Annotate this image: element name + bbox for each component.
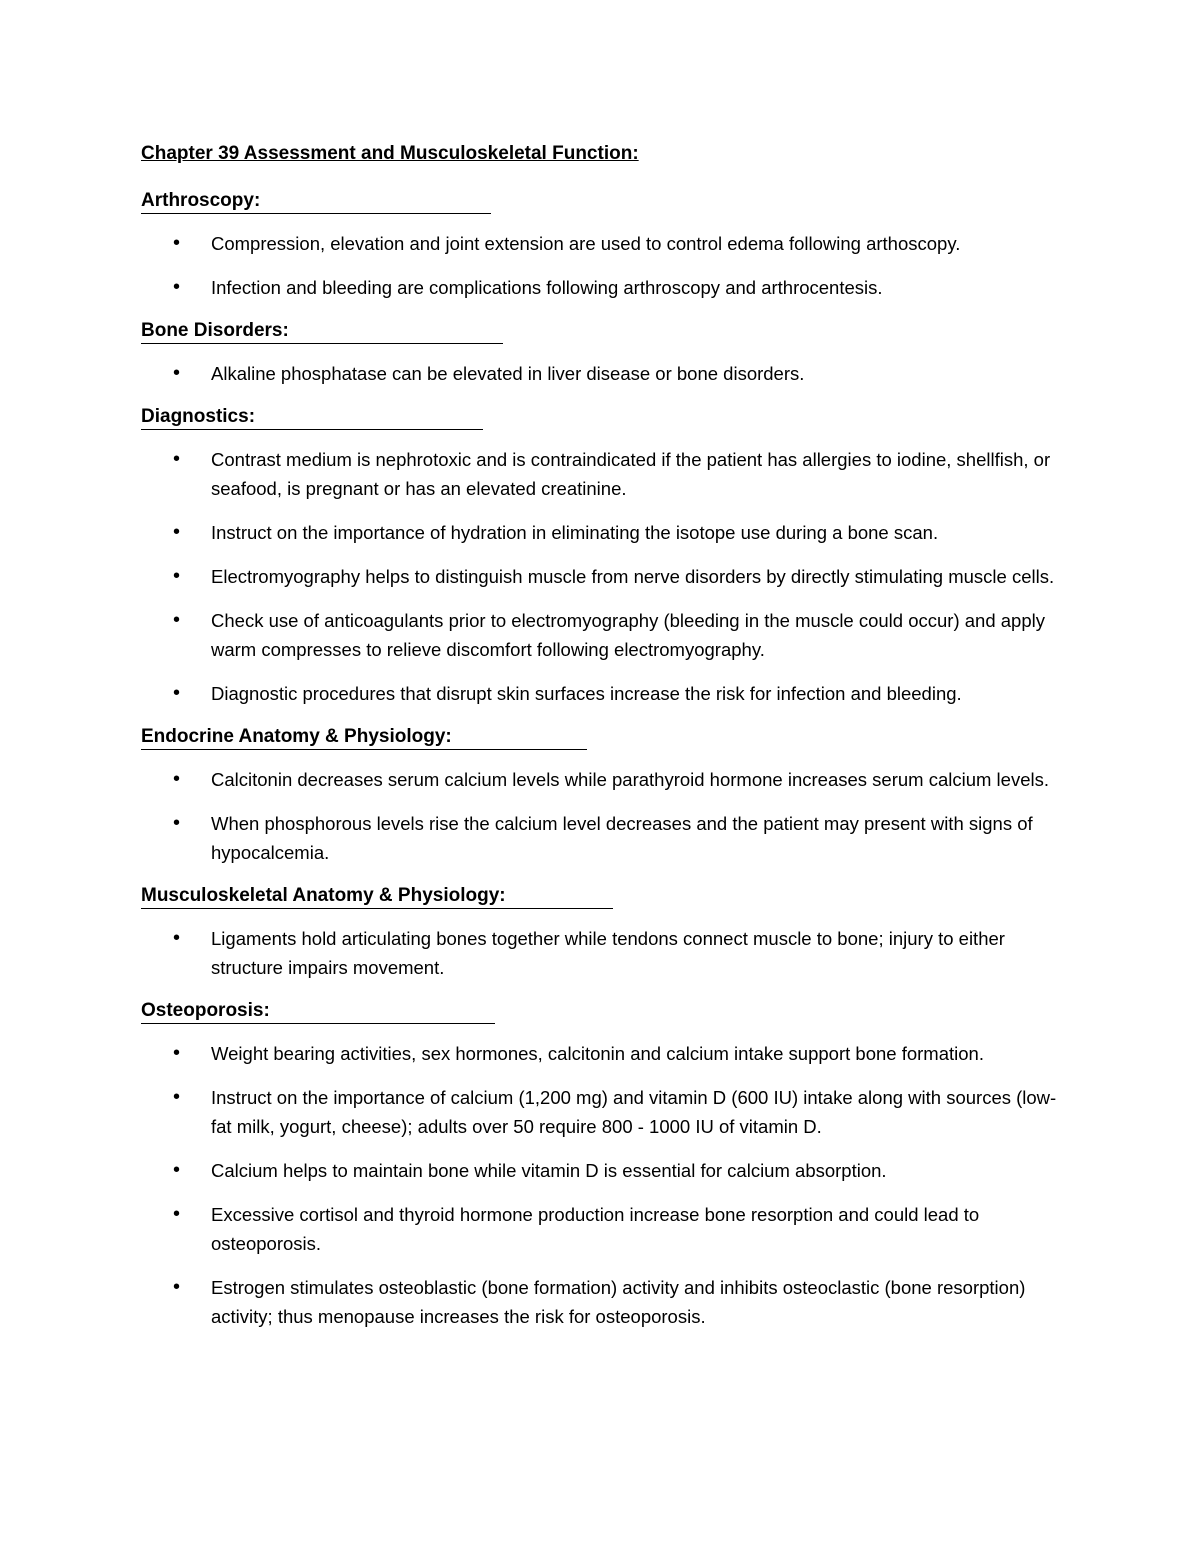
list-item: • Ligaments hold articulating bones together while tendons connect muscle to bone; injury to either structure impairs movement. [141, 924, 1060, 982]
section-endocrine-anatomy-physiology [141, 723, 1060, 867]
bullet-list [141, 445, 1060, 708]
list-item: • Compression, elevation and joint extension are used to control edema following arthoscopy. [141, 229, 1060, 258]
section-heading-text: Diagnostics: [141, 406, 483, 430]
section-heading [141, 723, 1060, 751]
section-diagnostics [141, 403, 1060, 708]
section-heading-text: Bone Disorders: [141, 320, 503, 344]
bullet-list [141, 359, 1060, 388]
bullet-list [141, 1039, 1060, 1331]
list-item: • Estrogen stimulates osteoblastic (bone formation) activity and inhibits osteoclastic (bone resorption) activity; thus menopause increases the risk for osteoporosis. [141, 1273, 1060, 1331]
document-title: Chapter 39 Assessment and Musculoskeletal Function: [141, 143, 639, 164]
list-item: • Infection and bleeding are complications following arthroscopy and arthrocentesis. [141, 273, 1060, 302]
list-item: • Alkaline phosphatase can be elevated in liver disease or bone disorders. [141, 359, 1060, 388]
section-heading [141, 187, 1060, 215]
section-heading [141, 882, 1060, 910]
section-bone-disorders [141, 317, 1060, 388]
bullet-list [141, 765, 1060, 867]
list-item: • Instruct on the importance of calcium (1,200 mg) and vitamin D (600 IU) intake along with sources (low-fat milk, yogurt, cheese); adults over 50 require 800 - 1000 IU of vitamin D. [141, 1083, 1060, 1141]
list-item: • Excessive cortisol and thyroid hormone production increase bone resorption and could lead to osteoporosis. [141, 1200, 1060, 1258]
list-item: • Calcitonin decreases serum calcium levels while parathyroid hormone increases serum calcium levels. [141, 765, 1060, 794]
list-item: • Electromyography helps to distinguish muscle from nerve disorders by directly stimulating muscle cells. [141, 562, 1060, 591]
section-osteoporosis [141, 997, 1060, 1331]
section-musculoskeletal-anatomy-physiology [141, 882, 1060, 982]
list-item: • Contrast medium is nephrotoxic and is contraindicated if the patient has allergies to iodine, shellfish, or seafood, is pregnant or has an elevated creatinine. [141, 445, 1060, 503]
section-heading-text: Arthroscopy: [141, 190, 491, 214]
list-item: • Weight bearing activities, sex hormones, calcitonin and calcium intake support bone formation. [141, 1039, 1060, 1068]
bullet-list [141, 229, 1060, 302]
section-heading-text: Osteoporosis: [141, 1000, 495, 1024]
list-item: • Diagnostic procedures that disrupt skin surfaces increase the risk for infection and bleeding. [141, 679, 1060, 708]
section-heading [141, 317, 1060, 345]
list-item: • When phosphorous levels rise the calcium level decreases and the patient may present with signs of hypocalcemia. [141, 809, 1060, 867]
section-arthroscopy [141, 187, 1060, 302]
section-heading [141, 997, 1060, 1025]
list-item: • Check use of anticoagulants prior to electromyography (bleeding in the muscle could occur) and apply warm compresses to relieve discomfort following electromyography. [141, 606, 1060, 664]
list-item: • Instruct on the importance of hydration in eliminating the isotope use during a bone scan. [141, 518, 1060, 547]
section-heading-text: Musculoskeletal Anatomy & Physiology: [141, 885, 613, 909]
section-heading-text: Endocrine Anatomy & Physiology: [141, 726, 587, 750]
list-item: • Calcium helps to maintain bone while vitamin D is essential for calcium absorption. [141, 1156, 1060, 1185]
section-heading [141, 403, 1060, 431]
bullet-list [141, 924, 1060, 982]
